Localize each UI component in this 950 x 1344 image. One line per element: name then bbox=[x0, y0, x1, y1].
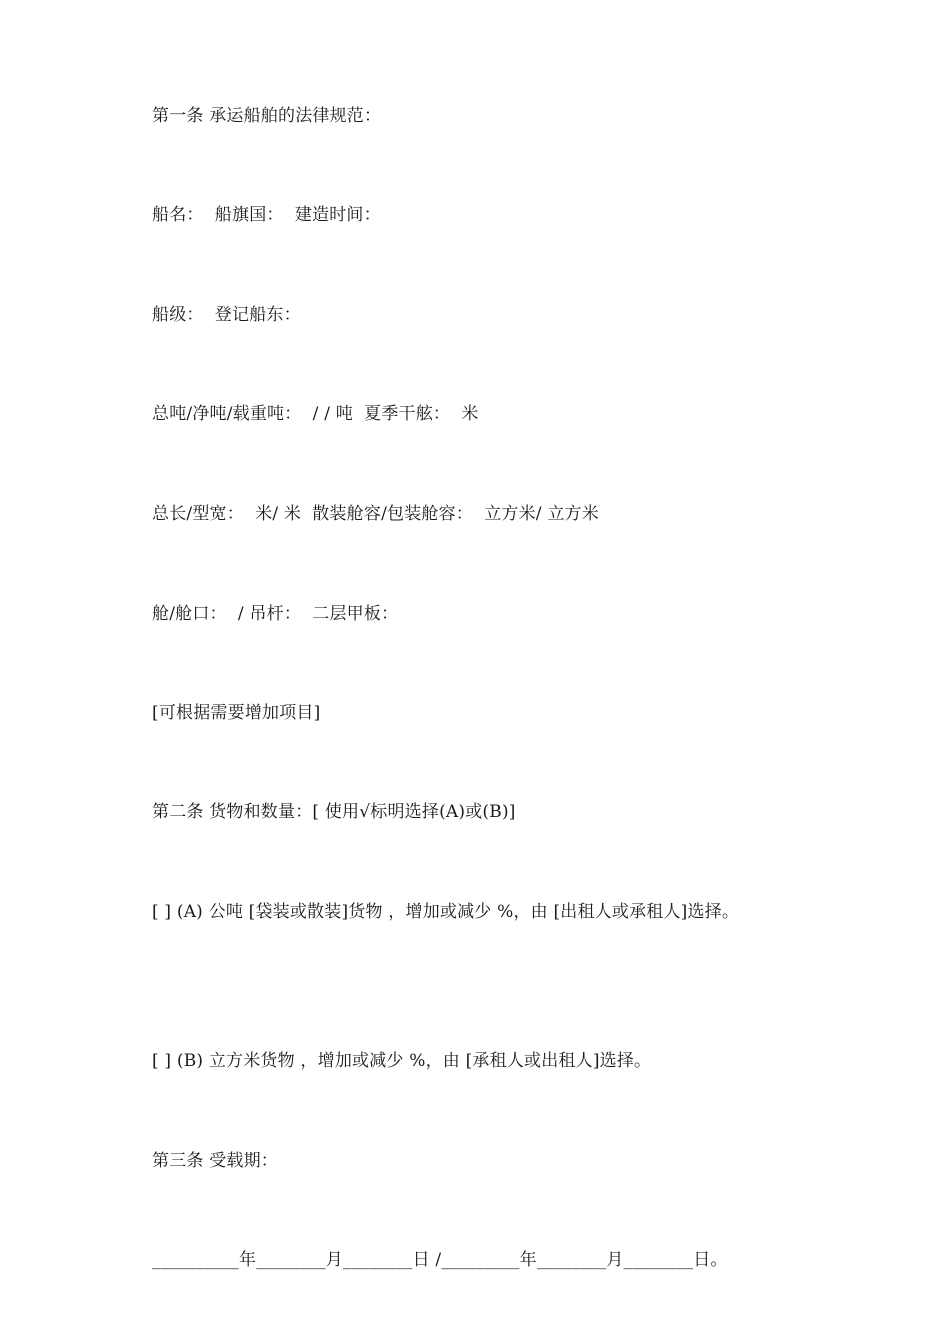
option-b-line: [ ] (B) 立方米货物 ，增加或减少 %，由 [承租人或出租人]选择。 bbox=[152, 1051, 652, 1071]
option-a-line: [ ] (A) 公吨 [袋装或散装]货物 ，增加或减少 %，由 [出租人或承租人]选择。 bbox=[152, 902, 740, 922]
hatch-derrick-deck-line: 舱/舱口： / 吊杆： 二层甲板： bbox=[152, 604, 399, 624]
additional-items-note: [可根据需要增加项目] bbox=[152, 703, 321, 723]
laycan-date-line: __________年________月________日 /_________年________月________日。 bbox=[152, 1250, 728, 1270]
article-3-heading: 第三条 受载期： bbox=[152, 1151, 279, 1171]
article-2-heading: 第二条 货物和数量：[ 使用√标明选择(A)或(B)] bbox=[152, 802, 516, 822]
ship-name-flag-build-line: 船名： 船旗国： 建造时间： bbox=[152, 205, 381, 225]
ship-class-owner-line: 船级： 登记船东： bbox=[152, 305, 301, 325]
article-1-heading: 第一条 承运船舶的法律规范： bbox=[152, 106, 382, 126]
length-breadth-capacity-line: 总长/型宽： 米/ 米 散装舱容/包装舱容： 立方米/ 立方米 bbox=[152, 504, 599, 524]
tonnage-freeboard-line: 总吨/净吨/载重吨： / / 吨 夏季干舷： 米 bbox=[152, 404, 479, 424]
